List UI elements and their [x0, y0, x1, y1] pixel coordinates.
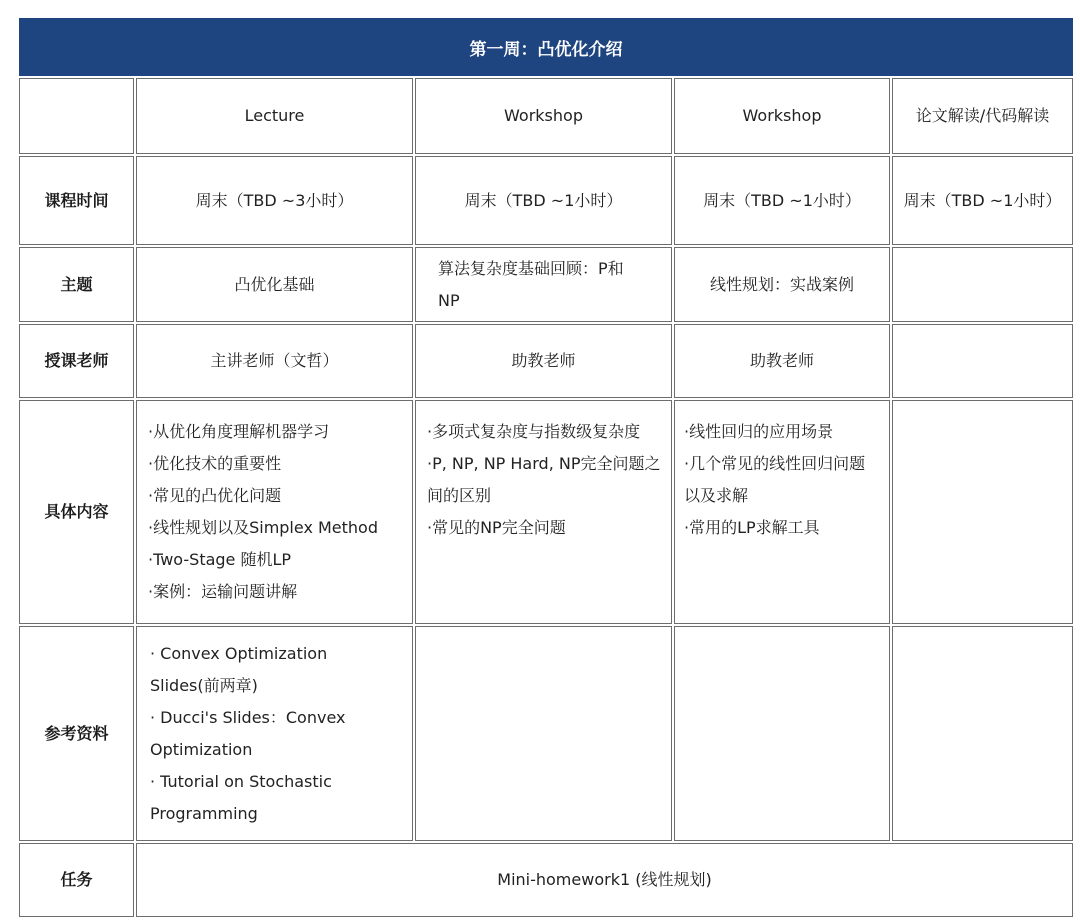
content-lecture-item: ·案例：运输问题讲解: [148, 582, 298, 601]
content-lecture-item: ·常见的凸优化问题: [148, 486, 282, 505]
teacher-workshop-2: 助教老师: [674, 324, 890, 398]
content-lecture: [136, 400, 413, 624]
content-lecture-item: ·Two-Stage 随机LP: [148, 550, 292, 569]
header-paper-code: 论文解读/代码解读: [892, 78, 1073, 154]
content-workshop-1-item: ·P, NP, NP Hard, NP完全问题之间的区别: [427, 454, 661, 505]
refs-workshop-1: [415, 626, 672, 841]
header-lecture: Lecture: [136, 78, 413, 154]
refs-lecture-item: · Tutorial on Stochastic Programming: [150, 772, 332, 823]
topic-lecture: 凸优化基础: [136, 247, 413, 322]
refs-lecture-item: · Ducci's Slides：Convex Optimization: [150, 708, 346, 759]
refs-lecture: [136, 626, 413, 841]
row-label-topic: 主题: [19, 247, 134, 322]
header-empty: [19, 78, 134, 154]
time-workshop-2: 周末（TBD ~1小时）: [674, 156, 890, 245]
time-lecture: 周末（TBD ~3小时）: [136, 156, 413, 245]
content-workshop-2: [674, 400, 890, 624]
teacher-workshop-1: 助教老师: [415, 324, 672, 398]
content-lecture-item: ·优化技术的重要性: [148, 454, 282, 473]
content-workshop-2-item: ·线性回归的应用场景: [684, 422, 834, 441]
row-label-refs: 参考资料: [19, 626, 134, 841]
teacher-paper-code: [892, 324, 1073, 398]
content-workshop-1-item: ·多项式复杂度与指数级复杂度: [427, 422, 641, 441]
content-workshop-1-item: ·常见的NP完全问题: [427, 518, 566, 537]
content-lecture-item: ·从优化角度理解机器学习: [148, 422, 330, 441]
header-workshop-2: Workshop: [674, 78, 890, 154]
row-label-task: 任务: [19, 843, 134, 917]
refs-paper-code: [892, 626, 1073, 841]
row-label-content: 具体内容: [19, 400, 134, 624]
topic-paper-code: [892, 247, 1073, 322]
schedule-table: [19, 77, 1073, 917]
content-paper-code: [892, 400, 1073, 624]
course-schedule: [19, 18, 1073, 917]
header-workshop-1: Workshop: [415, 78, 672, 154]
week-title: 第一周：凸优化介绍: [19, 18, 1073, 76]
row-label-teacher: 授课老师: [19, 324, 134, 398]
content-lecture-item: ·线性规划以及Simplex Method: [148, 518, 379, 537]
refs-workshop-2: [674, 626, 890, 841]
row-label-time: 课程时间: [19, 156, 134, 245]
topic-workshop-1: 算法复杂度基础回顾：P和NP: [415, 247, 672, 322]
content-workshop-2-item: ·常用的LP求解工具: [684, 518, 820, 537]
task-value: Mini-homework1 (线性规划): [136, 843, 1073, 917]
topic-workshop-2: 线性规划：实战案例: [674, 247, 890, 322]
content-workshop-1: [415, 400, 672, 624]
refs-lecture-item: · Convex Optimization Slides(前两章): [150, 644, 328, 695]
time-workshop-1: 周末（TBD ~1小时）: [415, 156, 672, 245]
time-paper-code: 周末（TBD ~1小时）: [892, 156, 1073, 245]
content-workshop-2-item: ·几个常见的线性回归问题以及求解: [684, 454, 866, 505]
teacher-lecture: 主讲老师（文哲）: [136, 324, 413, 398]
